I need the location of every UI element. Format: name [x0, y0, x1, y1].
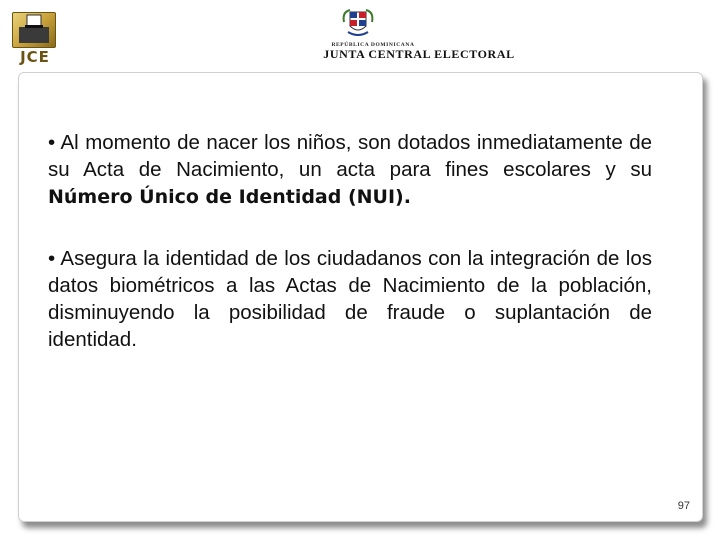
- paragraph-1-text: • Al momento de nacer los niños, son dotados inmediatamente de su Acta de Nacimiento, un acta para fines escolares y su: [48, 131, 652, 181]
- republic-label: REPÚBLICA DOMINICANA: [331, 42, 415, 48]
- paragraph-1: [48, 129, 652, 211]
- paragraph-1-bold: Número Único de Identidad (NUI).: [48, 186, 411, 208]
- logo-text: JCE: [20, 48, 50, 66]
- paragraph-2: • Asegura la identidad de los ciudadanos con la integración de los datos biométricos a las Actas de Nacimiento de la población, disminuyendo la posibilidad de fraude o suplantación de identidad.: [48, 247, 652, 351]
- header: [0, 0, 720, 72]
- institution-name: JUNTA CENTRAL ELECTORAL: [323, 47, 515, 61]
- coat-of-arms-icon: [340, 4, 376, 40]
- page-number: 97: [677, 500, 690, 512]
